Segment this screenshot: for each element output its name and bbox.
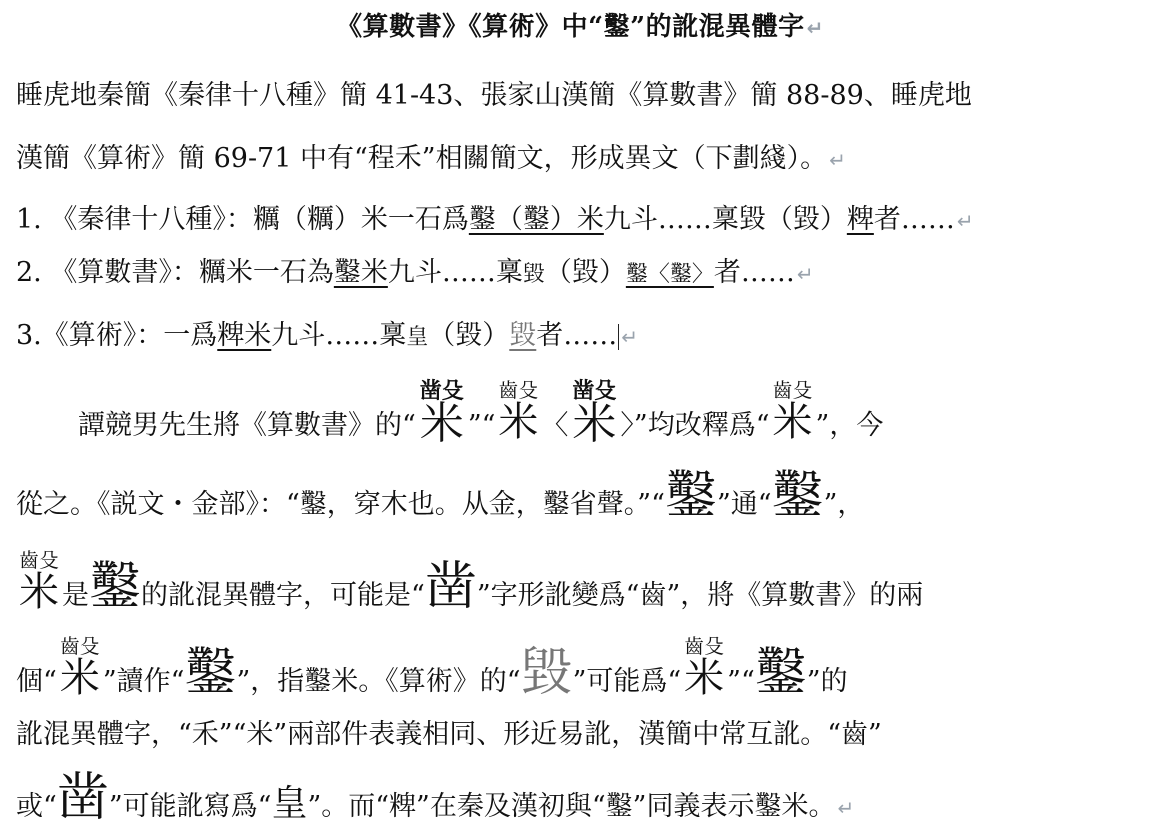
para5-text: 訛混異體字，“禾”“米”兩部件表義相同、形近易訛，漢簡中常互訛。“齒” (16, 719, 882, 750)
glyph-bottom: 米 (498, 399, 539, 445)
glyph-top: 齒殳 (772, 378, 813, 402)
title-text: 《算數書》《算術》中“鑿”的訛混異體字 (336, 12, 805, 42)
variant-glyph-1 (416, 378, 468, 448)
document-title (0, 6, 1160, 43)
para2-text-e: ”， (823, 489, 865, 520)
para6-glyph-2: 皇 (271, 783, 308, 824)
variant-glyph-2 (495, 378, 541, 448)
item2-underline-1: 鑿米 (333, 257, 388, 288)
item2-text-d: 者…… (713, 257, 795, 288)
item3-underline-2: 毀 (509, 320, 537, 351)
para3-text-e: ”字形訛變爲“齒”，將《算數書》的兩 (476, 580, 924, 611)
para1-text-e: ”，今 (815, 410, 884, 441)
glyph-top: 凿殳 (572, 378, 617, 404)
list-item-1 (16, 197, 974, 236)
glyph-bottom: 米 (684, 655, 725, 701)
item3-text-d: 者…… (536, 320, 618, 351)
para1-text-b: ”“ (467, 410, 496, 441)
variant-glyph-4 (770, 378, 816, 448)
glyph-bottom: 米 (572, 398, 617, 449)
list-item-2 (16, 250, 814, 289)
glyph-top: 齒殳 (59, 634, 100, 658)
para4-text-d: ”，指鑿米。《算術》的“ (236, 666, 521, 697)
glyph-bottom: 米 (19, 569, 59, 615)
item1-text-a: 1. 《秦律十八種》：糲（糲）米一石爲 (16, 204, 469, 235)
para3-big-glyph-1: 鑿 (89, 557, 142, 617)
para6-text-e: ”。而“粺”在秦及漢初與“鑿”同義表示鑿米。 (307, 791, 836, 822)
para1-text-a: 譚競男先生將《算數書》的“ (78, 410, 416, 441)
item2-underline-2: 鑿〈鑿〉 (625, 262, 714, 287)
text-cursor (618, 324, 619, 350)
para4-big-glyph-3: 鑿 (754, 643, 807, 703)
para1-text-d: 〉”均改釋爲“ (620, 410, 770, 441)
item1-text-c: 者…… (873, 204, 955, 235)
item2-text-a: 2. 《算數書》：糲米一石為 (16, 257, 334, 288)
para4-text-b: ”讀作“ (102, 666, 185, 697)
para4-big-glyph-1: 鑿 (184, 643, 237, 703)
variant-glyph-7 (681, 634, 727, 704)
glyph-bottom: 米 (419, 398, 464, 449)
para4-text-a: 個“ (16, 666, 57, 697)
item2-glyph: 毀 (522, 262, 545, 287)
para-line-4 (16, 634, 848, 704)
glyph-bottom: 米 (59, 655, 100, 701)
para3-text-c: 的訛混異體字，可能是“ (141, 580, 425, 611)
para2-text-c: ”通“ (716, 489, 772, 520)
paragraph-mark-icon: ↵ (796, 262, 814, 286)
para2-big-glyph-1: 鑿 (664, 466, 717, 526)
para2-text-a: 從之。《説文・金部》：“鑿，穿木也。从金，鑿省聲。”“ (16, 489, 665, 520)
glyph-bottom: 米 (772, 399, 813, 445)
para-line-3 (16, 548, 923, 618)
variant-glyph-6 (57, 634, 103, 704)
glyph-top: 凿殳 (419, 378, 464, 404)
para-line-5 (16, 712, 882, 751)
item3-text-b: 九斗……稟 (271, 320, 407, 351)
item3-text-a: 3.《算術》：一爲 (16, 320, 218, 351)
item3-text-c: （毀） (428, 320, 510, 351)
para1-text-c: 〈 (541, 410, 569, 441)
glyph-top: 齒殳 (19, 548, 59, 572)
paragraph-mark-icon: ↵ (956, 209, 974, 233)
para3-text-a: 是 (62, 580, 89, 611)
para6-text-c: ”可能訛寫爲“ (108, 791, 272, 822)
item2-text-c: （毀） (544, 257, 626, 288)
paragraph-mark-icon: ↵ (837, 796, 855, 820)
item1-underline-2: 粺 (846, 204, 874, 235)
para4-text-f: ”可能爲“ (572, 666, 682, 697)
variant-glyph-3 (568, 378, 620, 448)
glyph-top: 齒殳 (498, 378, 539, 402)
paragraph-mark-icon: ↵ (621, 325, 639, 349)
item2-text-b: 九斗……稟 (387, 257, 523, 288)
paragraph-mark-icon: ↵ (829, 148, 846, 172)
para4-text-i: ”的 (806, 666, 848, 697)
paragraph-mark-icon: ↵ (806, 16, 824, 40)
para4-big-glyph-2: 毀 (520, 643, 573, 703)
intro-line-2 (16, 136, 846, 175)
item3-glyph: 皇 (406, 325, 429, 350)
para-line-6 (16, 768, 855, 828)
variant-glyph-5 (16, 548, 62, 618)
para4-text-g: ”“ (727, 666, 755, 697)
item1-text-b: 九斗……稟毀（毀） (603, 204, 847, 235)
para6-big-glyph-1: 凿 (56, 768, 109, 828)
item1-underline-1: 鑿（鑿）米 (468, 204, 604, 235)
para2-big-glyph-2: 鑿 (771, 466, 824, 526)
intro-line-1 (16, 73, 972, 112)
para-line-1 (78, 378, 883, 448)
para6-text-a: 或“ (16, 791, 57, 822)
para-line-2 (16, 466, 865, 526)
intro-text-2: 漢簡《算術》簡 69-71 中有“程禾”相關簡文，形成異文（下劃綫）。 (16, 143, 828, 174)
list-item-3 (16, 313, 638, 352)
para3-big-glyph-2: 凿 (424, 557, 477, 617)
intro-text-1: 睡虎地秦簡《秦律十八種》簡 41-43、張家山漢簡《算數書》簡 88-89、睡虎地 (16, 80, 972, 111)
glyph-top: 齒殳 (684, 634, 725, 658)
item3-underline-1: 粺米 (217, 320, 272, 351)
